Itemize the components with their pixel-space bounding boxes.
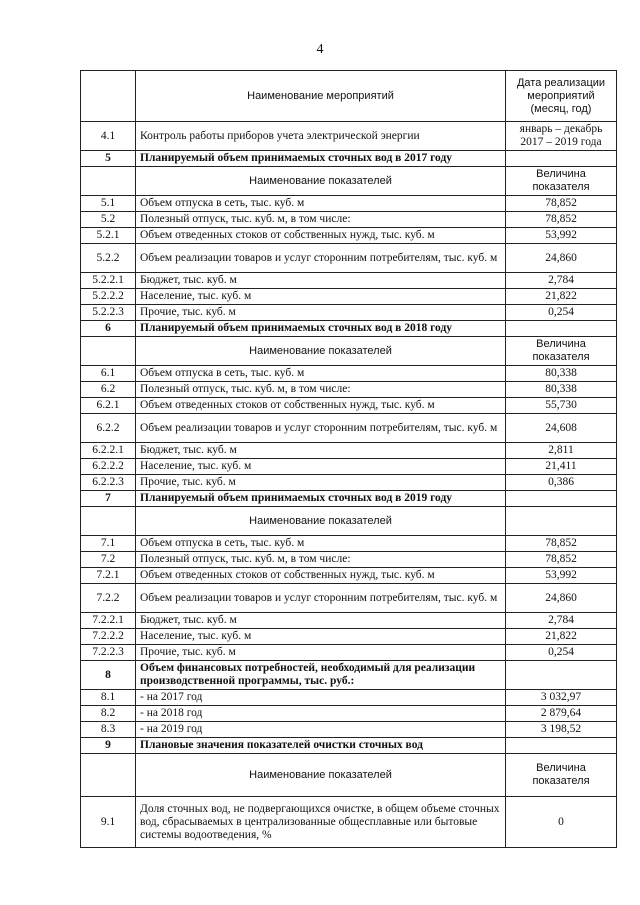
row-number: 6.2.1 xyxy=(81,398,136,414)
table-row xyxy=(81,475,617,491)
row-number: 6.1 xyxy=(81,366,136,382)
table-row xyxy=(81,797,617,848)
row-value: 21,822 xyxy=(506,629,617,645)
section-number: 9 xyxy=(81,738,136,754)
row-name: Прочие, тыс. куб. м xyxy=(136,305,506,321)
row-name: Население, тыс. куб. м xyxy=(136,289,506,305)
row-value: 53,992 xyxy=(506,228,617,244)
column-header-name: Наименование мероприятий xyxy=(136,71,506,122)
row-name: Население, тыс. куб. м xyxy=(136,459,506,475)
row-name: Объем отпуска в сеть, тыс. куб. м xyxy=(136,536,506,552)
row-number: 9.1 xyxy=(81,797,136,848)
row-value: 80,338 xyxy=(506,366,617,382)
row-name: Прочие, тыс. куб. м xyxy=(136,475,506,491)
row-number: 7.2 xyxy=(81,552,136,568)
row-number: 5.2.2.1 xyxy=(81,273,136,289)
table-header-row xyxy=(81,71,617,122)
empty-cell xyxy=(506,491,617,507)
row-name: Объем отведенных стоков от собственных нужд, тыс. куб. м xyxy=(136,398,506,414)
indicator-header-row xyxy=(81,337,617,366)
page-number: 4 xyxy=(316,42,324,57)
row-number: 7.1 xyxy=(81,536,136,552)
row-number: 7.2.2.1 xyxy=(81,613,136,629)
row-value: 0 xyxy=(506,797,617,848)
row-number: 4.1 xyxy=(81,122,136,151)
row-number: 5.2.2.3 xyxy=(81,305,136,321)
row-name: - на 2017 год xyxy=(136,690,506,706)
table-row xyxy=(81,228,617,244)
row-number: 5.2.1 xyxy=(81,228,136,244)
row-value: 53,992 xyxy=(506,568,617,584)
row-name: Объем реализации товаров и услуг сторонним потребителям, тыс. куб. м xyxy=(136,244,506,273)
indicator-header-row xyxy=(81,507,617,536)
column-header-indicator: Наименование показателей xyxy=(136,754,506,797)
row-number: 8.1 xyxy=(81,690,136,706)
empty-cell xyxy=(506,738,617,754)
row-number: 7.2.2.3 xyxy=(81,645,136,661)
section-number: 5 xyxy=(81,151,136,167)
row-number: 7.2.1 xyxy=(81,568,136,584)
row-name: Объем реализации товаров и услуг сторонним потребителям, тыс. куб. м xyxy=(136,414,506,443)
row-value: 2 879,64 xyxy=(506,706,617,722)
empty-cell xyxy=(506,151,617,167)
section-number: 7 xyxy=(81,491,136,507)
column-header-value: Величина показателя xyxy=(506,337,617,366)
table-row xyxy=(81,613,617,629)
row-name: - на 2019 год xyxy=(136,722,506,738)
section-header-row xyxy=(81,738,617,754)
table-row xyxy=(81,584,617,613)
column-header-value: Величина показателя xyxy=(506,754,617,797)
table-row xyxy=(81,645,617,661)
row-name: Объем отведенных стоков от собственных нужд, тыс. куб. м xyxy=(136,568,506,584)
row-name: - на 2018 год xyxy=(136,706,506,722)
row-name: Объем отпуска в сеть, тыс. куб. м xyxy=(136,196,506,212)
table-row xyxy=(81,196,617,212)
row-value: 2,811 xyxy=(506,443,617,459)
row-number: 5.2.2.2 xyxy=(81,289,136,305)
row-number: 6.2.2.3 xyxy=(81,475,136,491)
row-name: Полезный отпуск, тыс. куб. м, в том числе: xyxy=(136,552,506,568)
section-number: 8 xyxy=(81,661,136,690)
table-row xyxy=(81,414,617,443)
row-value: 2,784 xyxy=(506,273,617,289)
column-header-value: Величина показателя xyxy=(506,167,617,196)
section-header-row xyxy=(81,321,617,337)
row-number: 8.2 xyxy=(81,706,136,722)
table-row xyxy=(81,122,617,151)
row-name: Бюджет, тыс. куб. м xyxy=(136,443,506,459)
row-value: 0,254 xyxy=(506,645,617,661)
row-date: январь – декабрь 2017 – 2019 года xyxy=(506,122,617,151)
row-value: 78,852 xyxy=(506,552,617,568)
row-number: 6.2.2.1 xyxy=(81,443,136,459)
section-header-row xyxy=(81,491,617,507)
table-row xyxy=(81,459,617,475)
table-row xyxy=(81,443,617,459)
column-header-indicator: Наименование показателей xyxy=(136,507,506,536)
table-row xyxy=(81,289,617,305)
table-row xyxy=(81,273,617,289)
row-value: 78,852 xyxy=(506,212,617,228)
table-row xyxy=(81,629,617,645)
empty-cell xyxy=(81,337,136,366)
column-header-indicator: Наименование показателей xyxy=(136,167,506,196)
table-row xyxy=(81,382,617,398)
row-value: 3 198,52 xyxy=(506,722,617,738)
row-name: Бюджет, тыс. куб. м xyxy=(136,273,506,289)
table-row xyxy=(81,305,617,321)
row-value: 80,338 xyxy=(506,382,617,398)
row-value: 21,822 xyxy=(506,289,617,305)
row-value: 78,852 xyxy=(506,196,617,212)
section-number: 6 xyxy=(81,321,136,337)
empty-cell xyxy=(81,167,136,196)
row-number: 7.2.2 xyxy=(81,584,136,613)
row-name: Население, тыс. куб. м xyxy=(136,629,506,645)
table-row xyxy=(81,552,617,568)
row-value: 2,784 xyxy=(506,613,617,629)
row-value: 24,608 xyxy=(506,414,617,443)
row-value: 24,860 xyxy=(506,584,617,613)
section-title: Планируемый объем принимаемых сточных вод в 2017 году xyxy=(136,151,506,167)
row-name: Объем отведенных стоков от собственных нужд, тыс. куб. м xyxy=(136,228,506,244)
row-value: 0,254 xyxy=(506,305,617,321)
column-header-date: Дата реализации мероприятий (месяц, год) xyxy=(506,71,617,122)
row-name: Полезный отпуск, тыс. куб. м, в том числе: xyxy=(136,382,506,398)
section-title: Плановые значения показателей очистки сточных вод xyxy=(136,738,506,754)
column-header-value xyxy=(506,507,617,536)
table-row xyxy=(81,722,617,738)
row-value: 3 032,97 xyxy=(506,690,617,706)
empty-cell xyxy=(506,661,617,690)
programme-table xyxy=(80,70,617,848)
empty-cell xyxy=(506,321,617,337)
section-title: Планируемый объем принимаемых сточных вод в 2018 году xyxy=(136,321,506,337)
table-row xyxy=(81,398,617,414)
row-name: Полезный отпуск, тыс. куб. м, в том числе: xyxy=(136,212,506,228)
table-row xyxy=(81,690,617,706)
row-name: Прочие, тыс. куб. м xyxy=(136,645,506,661)
row-number: 8.3 xyxy=(81,722,136,738)
section-header-row xyxy=(81,151,617,167)
row-number: 6.2 xyxy=(81,382,136,398)
empty-cell xyxy=(81,754,136,797)
indicator-header-row xyxy=(81,754,617,797)
table-row xyxy=(81,706,617,722)
row-value: 24,860 xyxy=(506,244,617,273)
section-header-row xyxy=(81,661,617,690)
section-title: Планируемый объем принимаемых сточных вод в 2019 году xyxy=(136,491,506,507)
indicator-header-row xyxy=(81,167,617,196)
row-name: Контроль работы приборов учета электрической энергии xyxy=(136,122,506,151)
row-value: 0,386 xyxy=(506,475,617,491)
row-value: 21,411 xyxy=(506,459,617,475)
row-name: Доля сточных вод, не подвергающихся очистке, в общем объеме сточных вод, сбрасываемых в централизованные общесплавные или бытовые системы водоотведения, % xyxy=(136,797,506,848)
row-name: Объем реализации товаров и услуг сторонним потребителям, тыс. куб. м xyxy=(136,584,506,613)
table-row xyxy=(81,212,617,228)
row-number: 6.2.2 xyxy=(81,414,136,443)
column-header-indicator: Наименование показателей xyxy=(136,337,506,366)
section-title: Объем финансовых потребностей, необходимый для реализации производственной программы, тыс. руб.: xyxy=(136,661,506,690)
row-number: 5.2 xyxy=(81,212,136,228)
row-number: 6.2.2.2 xyxy=(81,459,136,475)
row-value: 55,730 xyxy=(506,398,617,414)
row-number: 5.1 xyxy=(81,196,136,212)
empty-cell xyxy=(81,507,136,536)
row-value: 78,852 xyxy=(506,536,617,552)
row-number: 5.2.2 xyxy=(81,244,136,273)
row-name: Объем отпуска в сеть, тыс. куб. м xyxy=(136,366,506,382)
row-name: Бюджет, тыс. куб. м xyxy=(136,613,506,629)
table-row xyxy=(81,366,617,382)
row-number: 7.2.2.2 xyxy=(81,629,136,645)
table-row xyxy=(81,536,617,552)
table-row xyxy=(81,568,617,584)
table-row xyxy=(81,244,617,273)
